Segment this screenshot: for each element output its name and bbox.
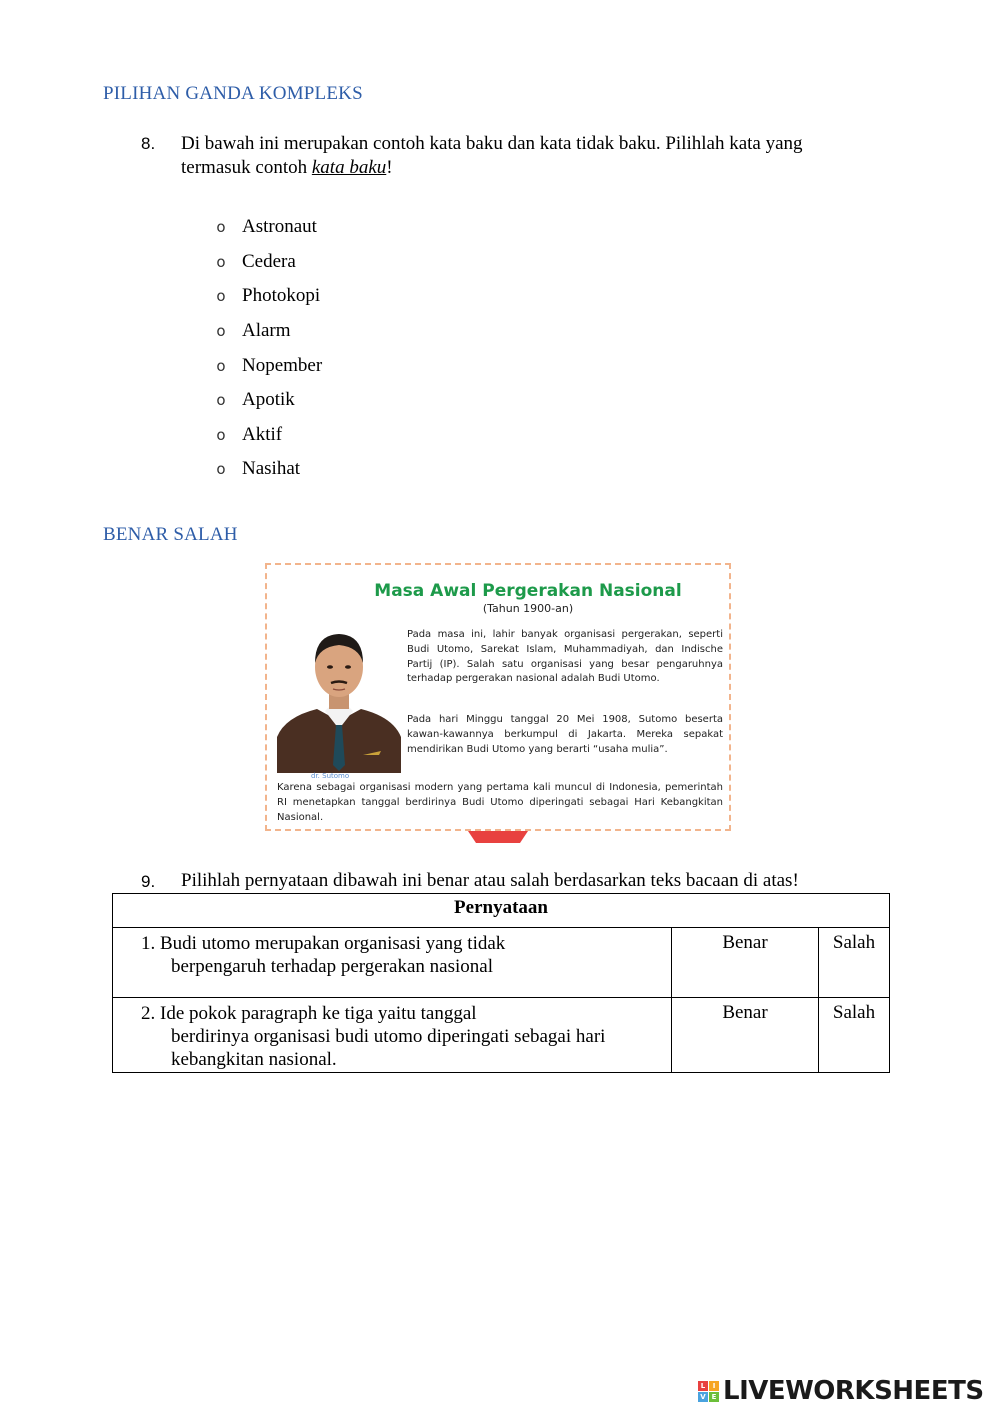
option-photokopi[interactable] xyxy=(210,279,322,314)
option-radio-icon[interactable]: o xyxy=(216,322,226,341)
logo-letter: L xyxy=(698,1381,708,1391)
question-8-emphasis: kata baku xyxy=(311,157,387,178)
table-row xyxy=(113,998,890,1073)
option-radio-icon[interactable]: o xyxy=(216,425,226,444)
option-astronaut[interactable] xyxy=(210,210,322,245)
option-label: Apotik xyxy=(242,389,295,411)
option-label: Nasihat xyxy=(242,458,301,480)
logo-text: LIVEWORKSHEETS xyxy=(723,1376,984,1406)
section-heading-multiple-choice: PILIHAN GANDA KOMPLEKS xyxy=(103,83,363,104)
logo-letter: I xyxy=(709,1381,719,1391)
option-label: Astronaut xyxy=(242,216,317,238)
question-8-text xyxy=(181,132,871,180)
option-radio-icon[interactable]: o xyxy=(216,356,226,375)
option-cedera[interactable] xyxy=(210,245,322,280)
option-aktif[interactable] xyxy=(210,418,322,453)
liveworksheets-logo[interactable] xyxy=(698,1376,984,1406)
option-nasihat[interactable] xyxy=(210,452,322,487)
question-8-options xyxy=(210,210,322,487)
reading-paragraph-2: Pada hari Minggu tanggal 20 Mei 1908, Sutomo beserta kawan-kawannya berkumpul di Jakarta. Mereka sepakat mendirikan Budi Utomo yang berarti “usaha mulia”. xyxy=(407,714,723,755)
reading-paragraph-3: Karena sebagai organisasi modern yang pertama kali muncul di Indonesia, pemerintah RI menetapkan tanggal berdirinya Budi Utomo diperingati sebagai Hari Kebangkitan Nasional. xyxy=(277,782,723,823)
choice-false[interactable]: Salah xyxy=(819,998,890,1073)
choice-true[interactable]: Benar xyxy=(672,998,819,1073)
option-label: Aktif xyxy=(242,423,283,445)
reading-subtitle: (Tahun 1900-an) xyxy=(482,602,574,615)
option-alarm[interactable] xyxy=(210,314,322,349)
option-radio-icon[interactable]: o xyxy=(216,252,226,271)
option-apotik[interactable] xyxy=(210,383,322,418)
option-radio-icon[interactable]: o xyxy=(216,460,226,479)
question-8-number: 8. xyxy=(141,134,156,153)
question-8-text-after: ! xyxy=(386,157,393,178)
option-nopember[interactable] xyxy=(210,348,322,383)
section-heading-true-false: BENAR SALAH xyxy=(103,524,238,545)
statement-cell xyxy=(113,998,672,1073)
logo-letter: V xyxy=(698,1392,708,1402)
statement-lead: 1. Budi utomo merupakan organisasi yang tidak xyxy=(141,933,506,954)
option-radio-icon[interactable]: o xyxy=(216,218,226,237)
option-label: Photokopi xyxy=(242,285,321,307)
statement-rest: berdirinya organisasi budi utomo diperingati sebagai hari kebangkitan nasional. xyxy=(171,1026,606,1070)
reading-title: Masa Awal Pergerakan Nasional xyxy=(374,581,682,601)
portrait-caption: dr. Sutomo xyxy=(311,772,350,780)
logo-letter: E xyxy=(709,1392,719,1402)
option-label: Alarm xyxy=(242,320,291,342)
option-label: Cedera xyxy=(242,250,296,272)
question-9-text: Pilihlah pernyataan dibawah ini benar atau salah berdasarkan teks bacaan di atas! xyxy=(181,870,799,891)
logo-mark-icon xyxy=(698,1381,719,1402)
question-9-number: 9. xyxy=(141,872,156,891)
statement-rest: berpengaruh terhadap pergerakan nasional xyxy=(171,956,493,977)
table-row xyxy=(113,928,890,998)
statement-table xyxy=(112,893,890,1073)
decorative-ribbon xyxy=(468,831,528,843)
reading-card xyxy=(265,563,731,831)
choice-true[interactable]: Benar xyxy=(672,928,819,998)
statement-cell xyxy=(113,928,672,998)
portrait-illustration xyxy=(277,625,401,773)
choice-false[interactable]: Salah xyxy=(819,928,890,998)
reading-paragraph-1: Pada masa ini, lahir banyak organisasi pergerakan, seperti Budi Utomo, Sarekat Islam, Muhammadiyah, dan Indische Partij (IP). Salah satu organisasi yang besar pengaruhnya terhadap pergerakan nasional adalah Budi Utomo. xyxy=(407,629,723,685)
question-8-text-before: Di bawah ini merupakan contoh kata baku dan kata tidak baku. Pilihlah kata yang termasuk contoh xyxy=(181,133,803,178)
table-header: Pernyataan xyxy=(113,894,890,928)
option-radio-icon[interactable]: o xyxy=(216,391,226,410)
option-label: Nopember xyxy=(242,354,323,376)
option-radio-icon[interactable]: o xyxy=(216,287,226,306)
statement-lead: 2. Ide pokok paragraph ke tiga yaitu tanggal xyxy=(141,1003,477,1024)
